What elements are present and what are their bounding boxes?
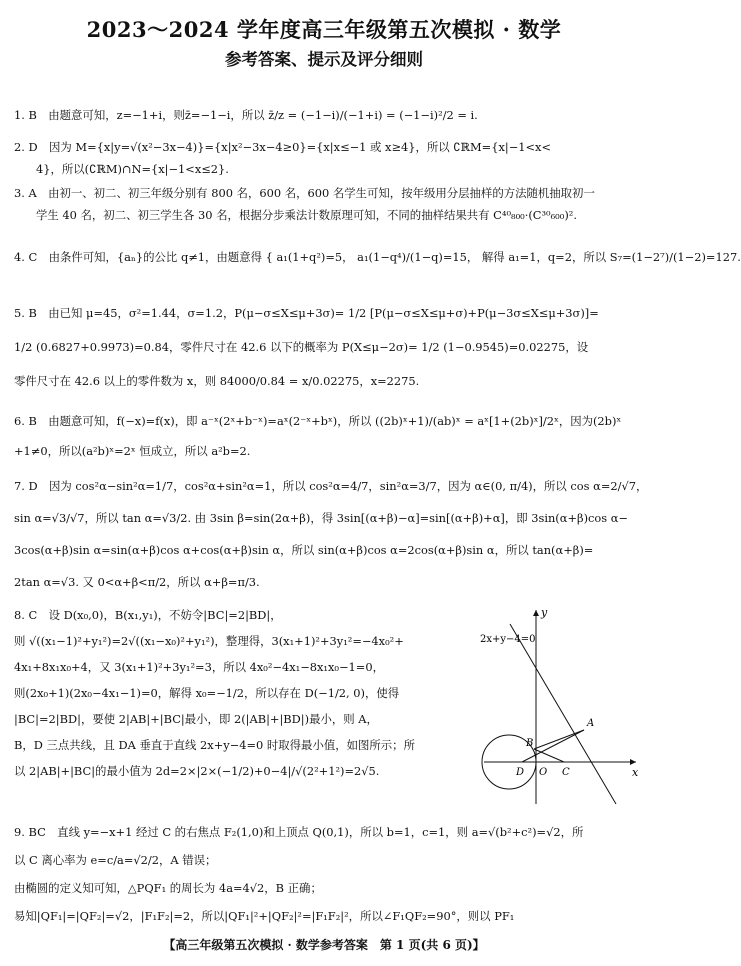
y-axis-arrow: [533, 610, 539, 616]
line-label: 2x+y−4=0: [480, 634, 536, 645]
answer-line: |BC|=2|BD|，要使 2|AB|+|BC|最小，即 2(|AB|+|BD|)最小，则 A，: [14, 712, 378, 726]
answer-line: 学生 40 名，初二、初三学生各 30 名，根据分步乘法计数原理可知，不同的抽样结果共有 C⁴⁰₈₀₀·(C³⁰₆₀₀)².: [36, 208, 577, 222]
answer-line: 7. D 因为 cos²α−sin²α=1/7，cos²α+sin²α=1，所以 cos²α=4/7，sin²α=3/7，因为 α∈(0, π/4)，所以 cos α=2/√7，: [14, 479, 648, 493]
answer-line: 1/2 (0.6827+0.9973)=0.84，零件尺寸在 42.6 以下的概率为 P(X≤μ−2σ)= 1/2 (1−0.9545)=0.02275，设: [14, 340, 589, 354]
answer-2: [14, 136, 634, 180]
page-subtitle: 参考答案、提示及评分细则: [225, 50, 423, 69]
answer-line: 4}，所以(∁ℝM)∩N={x|−1<x≤2}.: [36, 162, 229, 176]
answer-line: 2. D 因为 M={x|y=√(x²−3x−4)}={x|x²−3x−4≥0}={x|x≤−1 或 x≥4}，所以 ∁ℝM={x|−1<x<: [14, 140, 552, 154]
answer-4: [14, 246, 741, 268]
answer-line: 8. C 设 D(x₀,0)，B(x₁,y₁)，不妨令|BC|=2|BD|，: [14, 608, 282, 622]
answer-line: 2tan α=√3. 又 0<α+β<π/2，所以 α+β=π/3.: [14, 575, 260, 589]
answer-line: sin α=√3/√7，所以 tan α=√3/2. 由 3sin β=sin(2α+β)，得 3sin[(α+β)−α]=sin[(α+β)+α]，即 3sin(α+β)cos α−: [14, 511, 628, 525]
answer-line: 9. BC 直线 y=−x+1 经过 C 的右焦点 F₂(1,0)和上顶点 Q(0,1)，所以 b=1，c=1，则 a=√(b²+c²)=√2，所: [14, 825, 584, 839]
answer-1: [14, 104, 634, 126]
x-axis-arrow: [630, 759, 636, 765]
answer-3: [14, 182, 634, 226]
answer-line: 由椭圆的定义知可知，△PQF₁ 的周长为 4a=4√2，B 正确；: [14, 881, 322, 895]
answer-8: [14, 602, 472, 784]
point-b-label: B: [526, 738, 534, 749]
page-footer: 【高三年级第五次模拟 · 数学参考答案 第 1 页(共 6 页)】: [163, 938, 485, 952]
answer-line: 则 √((x₁−1)²+y₁²)=2√((x₁−x₀)²+y₁²)，整理得，3(x₁+1)²+3y₁²=−4x₀²+: [14, 634, 404, 648]
page-title: 2023～2024 学年度高三年级第五次模拟 · 数学: [86, 17, 562, 42]
y-axis-label: y: [541, 606, 548, 619]
answer-line: 易知|QF₁|=|QF₂|=√2，|F₁F₂|=2，所以|QF₁|²+|QF₂|²=|F₁F₂|²，所以∠F₁QF₂=90°，则以 PF₁: [14, 909, 515, 923]
answer-line: 零件尺寸在 42.6 以上的零件数为 x，则 84000/0.84 = x/0.02275，x=2275.: [14, 374, 420, 388]
answer-line: B，D 三点共线，且 DA 垂直于直线 2x+y−4=0 时取得最小值，如图所示；所: [14, 738, 415, 752]
point-d-label: D: [516, 767, 525, 778]
origin-label: O: [539, 767, 548, 778]
answer-line: 3. A 由初一、初二、初三年级分别有 800 名，600 名，600 名学生可知，按年级用分层抽样的方法随机抽取初一: [14, 186, 595, 200]
answer-line: 4x₁+8x₁x₀+4，又 3(x₁+1)²+3y₁²=3，所以 4x₀²−4x₁−8x₁x₀−1=0，: [14, 660, 384, 674]
point-a-label: A: [587, 718, 595, 729]
geometry-figure: [474, 604, 640, 810]
point-c-label: C: [562, 767, 570, 778]
answer-line: 1. B 由题意可知，z=−1+i，则z̄=−1−i，所以 z̄/z = (−1−i)/(−1+i) = (−1−i)²/2 = i.: [14, 108, 478, 122]
segment-bc: [534, 749, 564, 762]
answer-7: [14, 470, 648, 598]
answer-5: [14, 296, 634, 398]
answer-line: 5. B 由已知 μ=45，σ²=1.44，σ=1.2，P(μ−σ≤X≤μ+3σ)= 1/2 [P(μ−σ≤X≤μ+σ)+P(μ−3σ≤X≤μ+3σ)]=: [14, 306, 599, 320]
answer-line: 6. B 由题意可知，f(−x)=f(x)，即 a⁻ˣ(2ˣ+b⁻ˣ)=aˣ(2⁻ˣ+bˣ)，所以 ((2b)ˣ+1)/(ab)ˣ = aˣ[1+(2b)ˣ]/2ˣ，因为(2b)ˣ: [14, 414, 622, 428]
answer-6: [14, 406, 634, 466]
answer-line: +1≠0，所以(a²b)ˣ=2ˣ 恒成立，所以 a²b=2.: [14, 444, 251, 458]
answer-line: 则(2x₀+1)(2x₀−4x₁−1)=0，解得 x₀=−1/2，所以存在 D(−1/2, 0)，使得: [14, 686, 400, 700]
segment-ba: [534, 730, 584, 749]
x-axis-label: x: [632, 766, 639, 779]
answer-9: [14, 818, 634, 930]
answer-line: 以 C 离心率为 e=c/a=√2/2，A 错误；: [14, 853, 217, 867]
answer-line: 4. C 由条件可知，{aₙ}的公比 q≠1，由题意得 { a₁(1+q²)=5， a₁(1−q⁴)/(1−q)=15， 解得 a₁=1，q=2，所以 S₇=(1−2⁷)/(1−2)=127.: [14, 250, 741, 264]
answer-line: 以 2|AB|+|BC|的最小值为 2d=2×|2×(−1/2)+0−4|/√(2²+1²)=2√5.: [14, 764, 380, 778]
answer-line: 3cos(α+β)sin α=sin(α+β)cos α+cos(α+β)sin α，所以 sin(α+β)cos α=2cos(α+β)sin α，所以 tan(α+β)=: [14, 543, 594, 557]
